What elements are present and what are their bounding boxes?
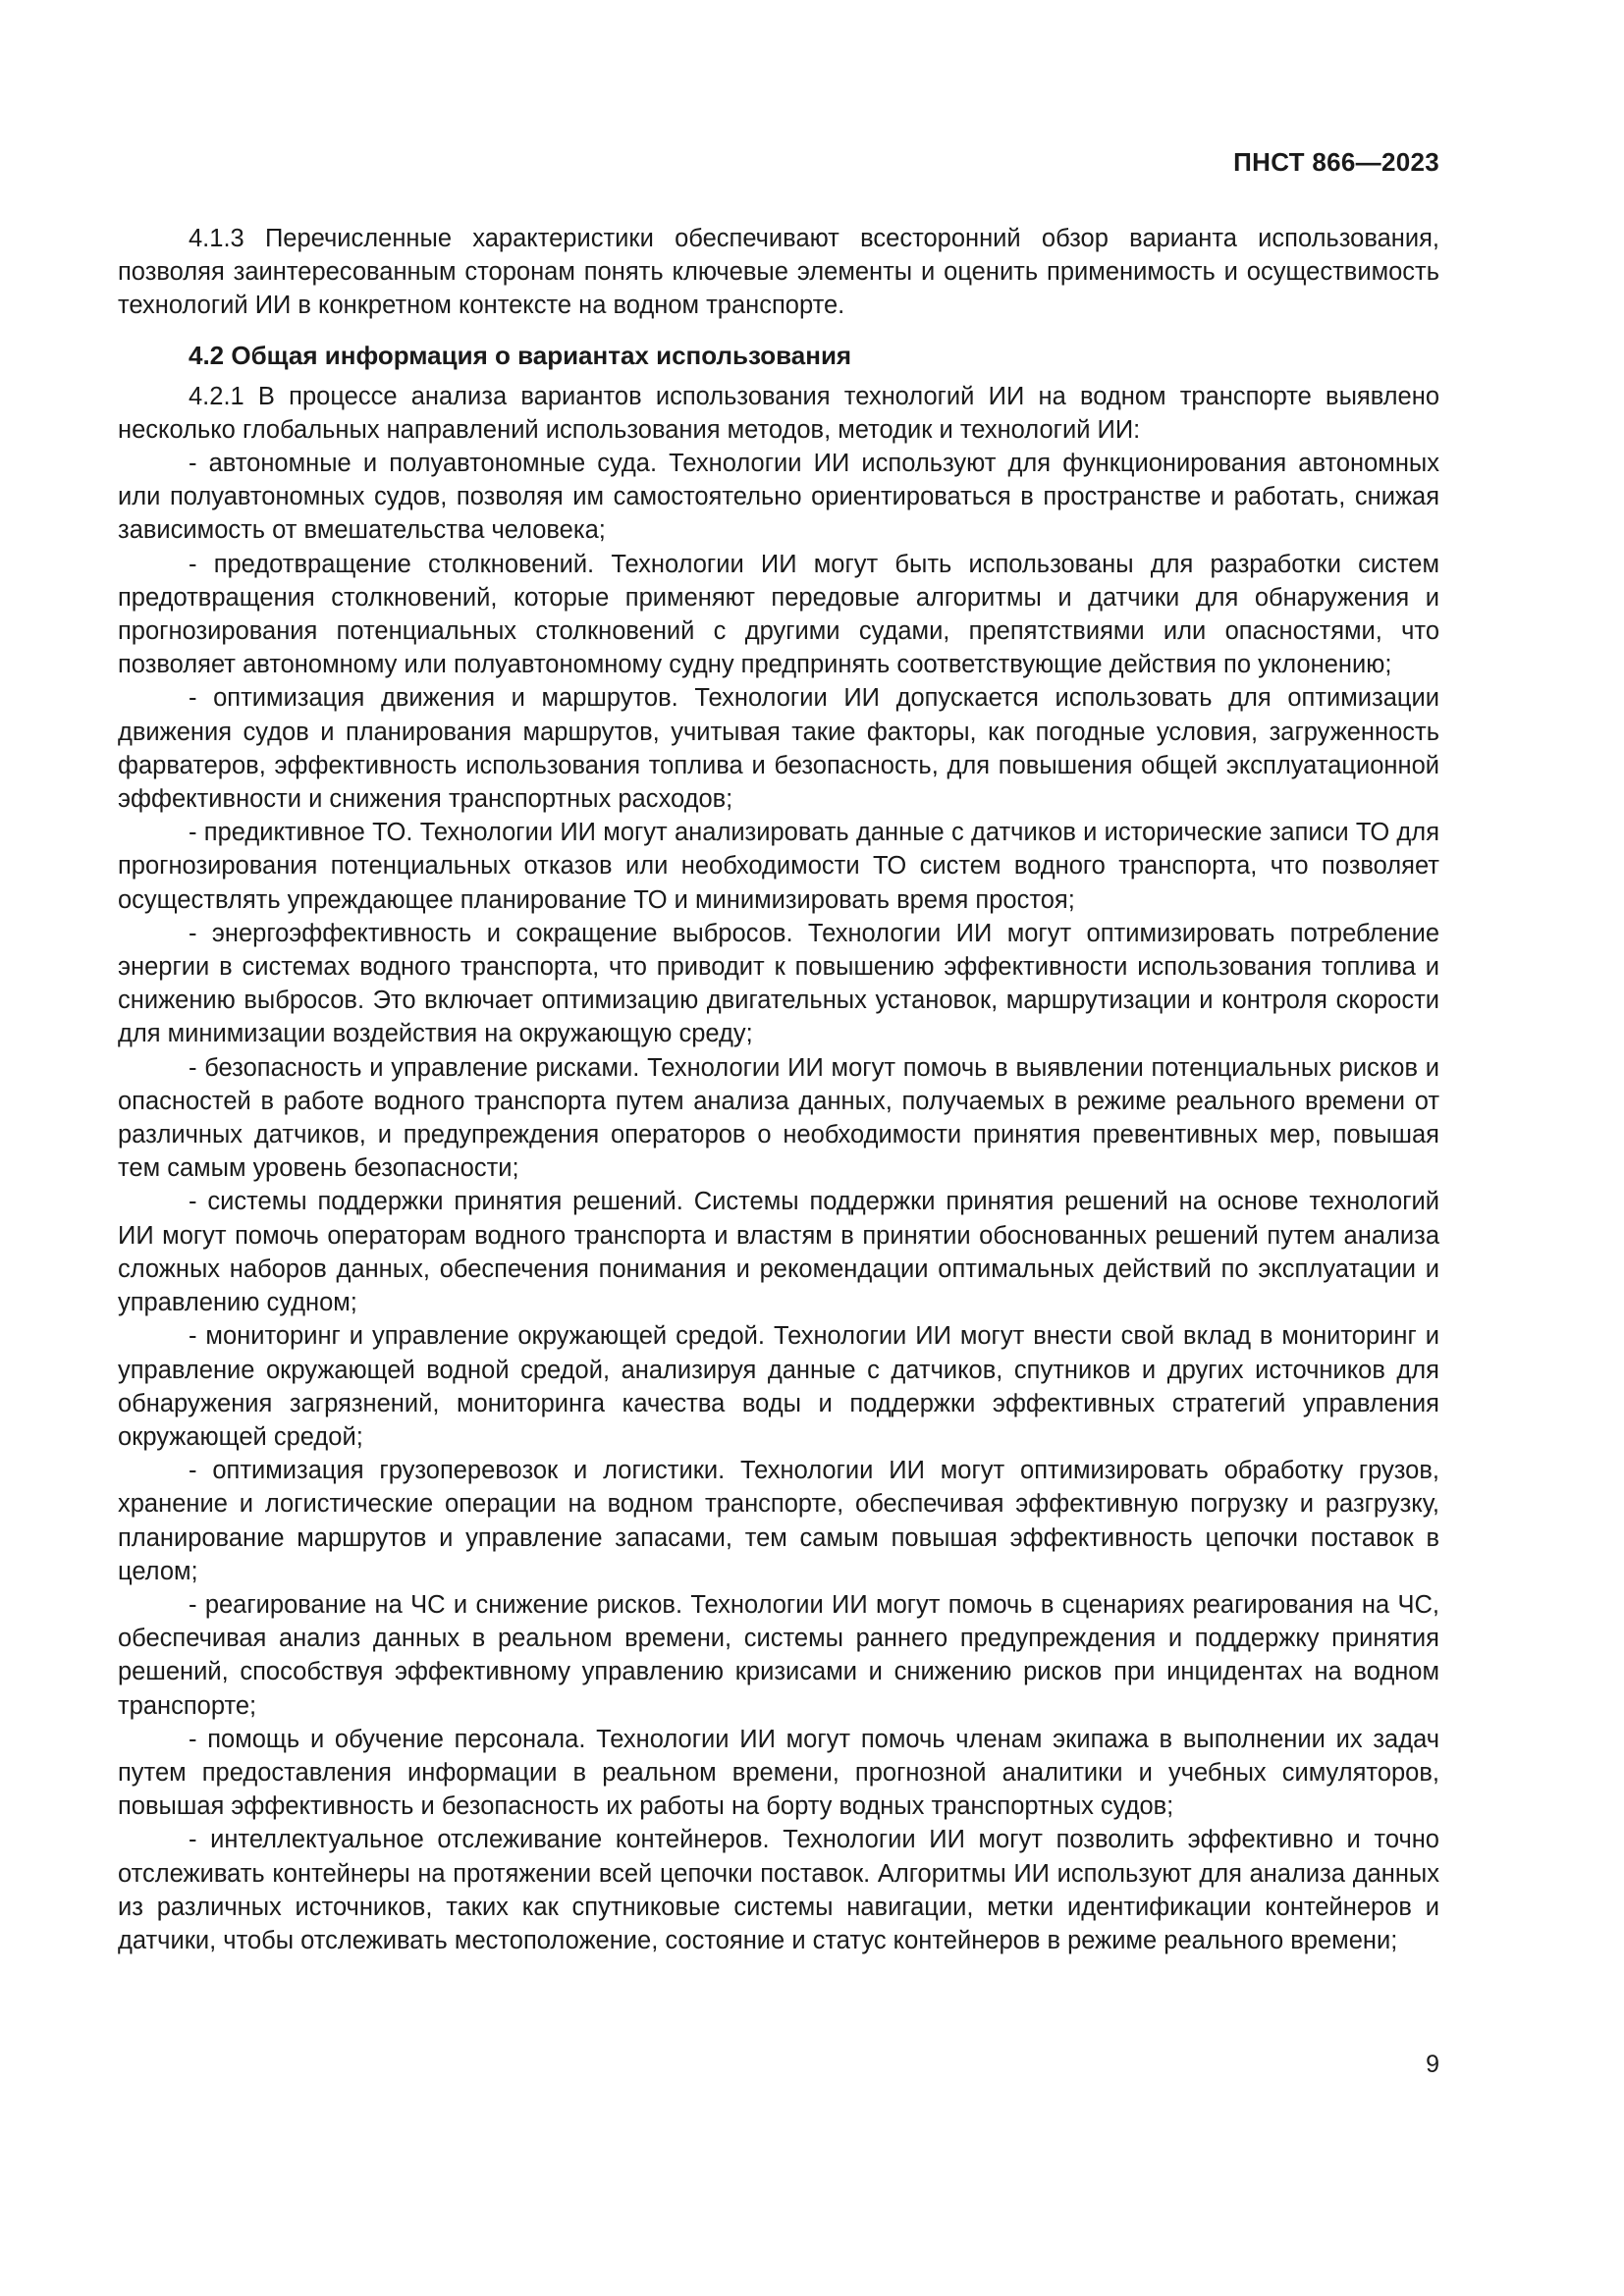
list-item: - интеллектуальное отслеживание контейнеров. Технологии ИИ могут позволить эффективно и точно отслеживать контейнеры на протяжении всей цепочки поставок. Алгоритмы ИИ используют для анализа данных из различных источников, таких как спутниковые системы навигации, метки идентификации контейнеров и датчики, чтобы отслеживать местоположение, состояние и статус контейнеров в режиме реального времени; — [118, 1826, 1439, 1954]
list-item: - реагирование на ЧС и снижение рисков. Технологии ИИ могут помочь в сценариях реагирования на ЧС, обеспечивая анализ данных в реальном времени, системы раннего предупреждения и поддержку принятия решений, способствуя эффективному управлению кризисами и снижению рисков при инцидентах на водном транспорте; — [118, 1590, 1439, 1720]
list-item: - оптимизация грузоперевозок и логистики. Технологии ИИ могут оптимизировать обработку грузов, хранение и логистические операции на водном транспорте, обеспечивая эффективную погрузку и разгрузку, планирование маршрутов и управление запасами, тем самым повышая эффективность цепочки поставок в целом; — [118, 1457, 1439, 1585]
list-item: - автономные и полуавтономные суда. Технологии ИИ используют для функционирования автономных или полуавтономных судов, позволяя им самостоятельно ориентироваться в пространстве и работать, снижая зависимость от вмешательства человека; — [118, 450, 1439, 545]
list-item: - предотвращение столкновений. Технологии ИИ могут быть использованы для разработки систем предотвращения столкновений, которые применяют передовые алгоритмы и датчики для обнаружения и прогнозирования потенциальных столкновений с другими судами, препятствиями или опасностями, что позволяет автономному или полуавтономному судну предпринять соответствующие действия по уклонению; — [118, 550, 1439, 679]
page-number: 9 — [1426, 2051, 1439, 2078]
list-item: - помощь и обучение персонала. Технологии ИИ могут помочь членам экипажа в выполнении их задач путем предоставления информации в реальном времени, прогнозной аналитики и учебных симуляторов, повышая эффективность и безопасность их работы на борту водных транспортных судов; — [118, 1725, 1439, 1821]
intro-paragraph: 4.1.3 Перечисленные характеристики обеспечивают всесторонний обзор варианта использования, позволяя заинтересованным сторонам понять ключевые элементы и оценить применимость и осуществимость технологий ИИ в конкретном контексте на водном транспорте. — [118, 225, 1439, 320]
page-content — [118, 222, 1439, 1957]
list-item: - мониторинг и управление окружающей средой. Технологии ИИ могут внести свой вклад в мониторинг и управление окружающей водной средой, анализируя данные с датчиков, спутников и других источников для обнаружения загрязнений, мониторинга качества воды и поддержки эффективных стратегий управления окружающей средой; — [118, 1322, 1439, 1451]
document-code-header: ПНСТ 866—2023 — [1233, 147, 1439, 177]
section-heading: 4.2 Общая информация о вариантах использования — [189, 340, 852, 370]
list-item: - системы поддержки принятия решений. Системы поддержки принятия решений на основе технологий ИИ могут помочь операторам водного транспорта и властям в принятии обоснованных решений путем анализа сложных наборов данных, обеспечения понимания и рекомендации оптимальных действий по эксплуатации и управлению судном; — [118, 1188, 1439, 1317]
list-item: - предиктивное ТО. Технологии ИИ могут анализировать данные с датчиков и исторические записи ТО для прогнозирования потенциальных отказов или необходимости ТО систем водного транспорта, что позволяет осуществлять упреждающее планирование ТО и минимизировать время простоя; — [118, 819, 1439, 914]
list-item: - энергоэффективность и сокращение выбросов. Технологии ИИ могут оптимизировать потребление энергии в системах водного транспорта, что приводит к повышению эффективности использования топлива и снижению выбросов. Это включает оптимизацию двигательных установок, маршрутизации и контроля скорости для минимизации воздействия на окружающую среду; — [118, 919, 1439, 1048]
list-item: - безопасность и управление рисками. Технологии ИИ могут помочь в выявлении потенциальных рисков и опасностей в работе водного транспорта путем анализа данных, получаемых в режиме реального времени от различных датчиков, и предупреждения операторов о необходимости принятия превентивных мер, повышая тем самым уровень безопасности; — [118, 1053, 1439, 1183]
section-intro-paragraph: 4.2.1 В процессе анализа вариантов использования технологий ИИ на водном транспорте выявлено несколько глобальных направлений использования методов, методик и технологий ИИ: — [118, 382, 1439, 444]
list-item: - оптимизация движения и маршрутов. Технологии ИИ допускается использовать для оптимизации движения судов и планирования маршрутов, учитывая такие факторы, как погодные условия, загруженность фарватеров, эффективность использования топлива и безопасность, для повышения общей эксплуатационной эффективности и снижения транспортных расходов; — [118, 684, 1439, 814]
